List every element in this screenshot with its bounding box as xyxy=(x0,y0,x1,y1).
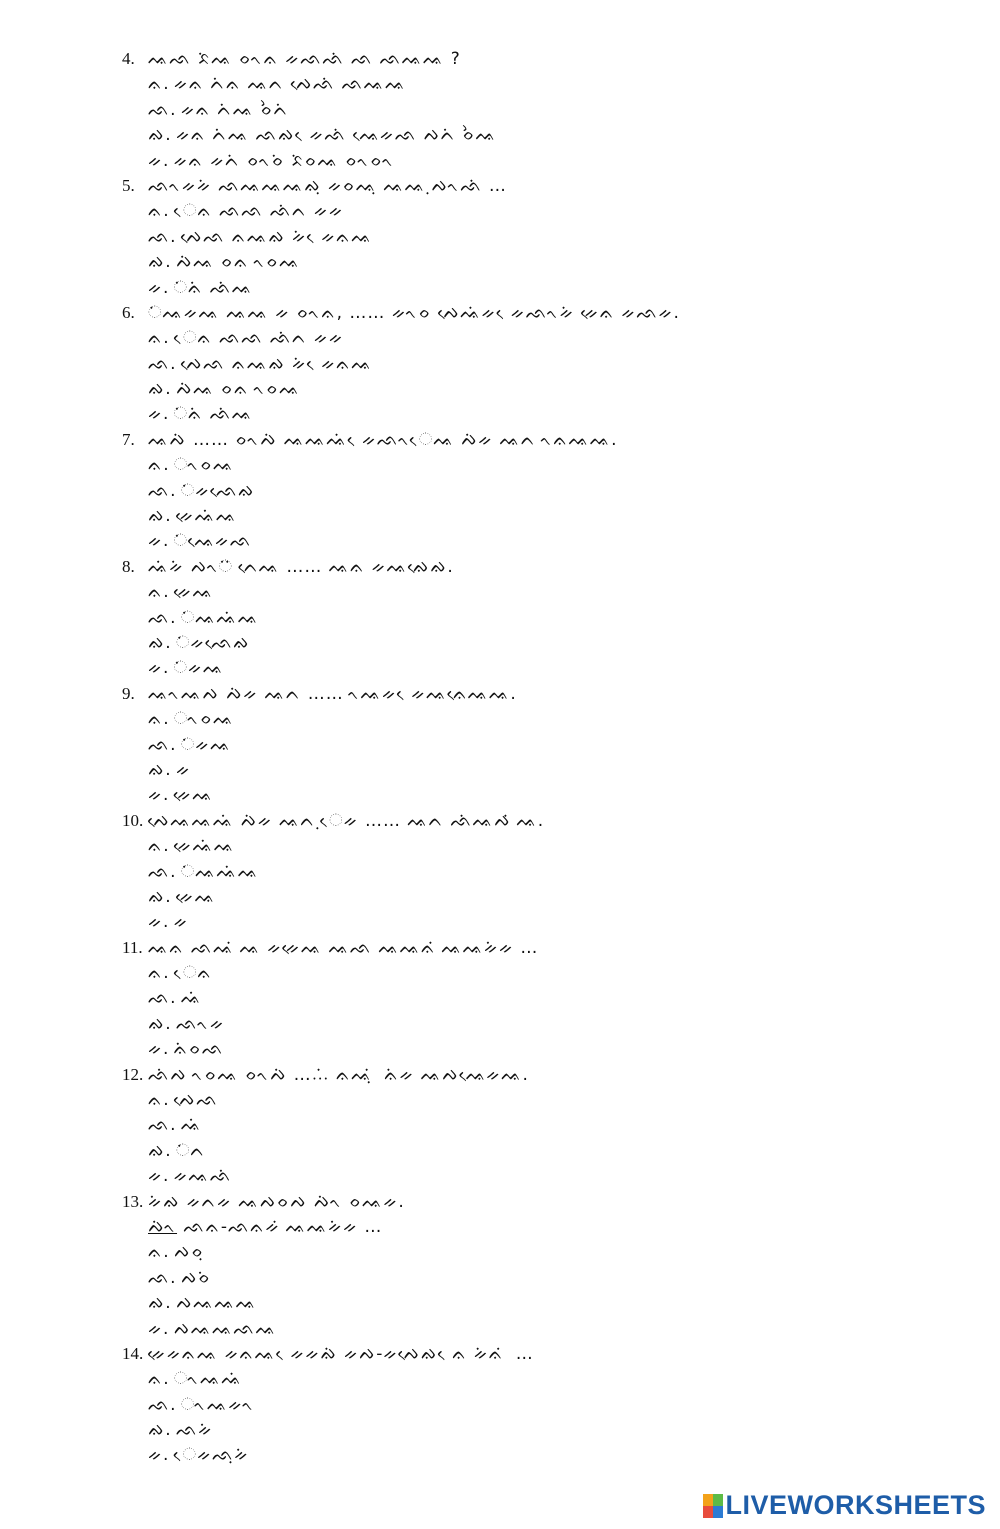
option-text: ᨀᨊ ᨀᨈᨗ ᨔᨚᨔᨗ ᨅᨗᨔᨕ ᨔᨚᨔᨚ xyxy=(173,150,395,171)
option-letter: ᨒ. xyxy=(148,1267,177,1288)
option-letter: ᨊ. xyxy=(148,582,170,603)
answer-option[interactable] xyxy=(122,376,942,401)
question-text: ᨀᨗᨁ ᨀᨈᨀ ᨕᨄᨔᨄ ᨄᨗᨚ ᨔᨕᨀ. xyxy=(148,1191,405,1212)
question-stem xyxy=(122,808,942,833)
option-text: ᨀᨙᨕ xyxy=(173,785,214,806)
answer-option[interactable] xyxy=(122,1417,942,1442)
option-text: ᨄᨙᨒ ᨊᨕᨁ ᨀᨗ ᨙᨀᨊᨕ xyxy=(180,226,373,247)
answer-option[interactable] xyxy=(122,1011,942,1036)
option-text: ᨄᨗᨕ ᨔᨊ ᨚᨔᨕ xyxy=(175,252,301,273)
option-letter: ᨀ. xyxy=(148,277,170,298)
answer-option[interactable] xyxy=(122,706,942,731)
option-letter: ᨁ. xyxy=(148,1293,172,1314)
question-12 xyxy=(122,1062,942,1189)
answer-option[interactable] xyxy=(122,1239,942,1264)
question-number: 8. xyxy=(122,556,135,576)
answer-option[interactable] xyxy=(122,97,942,122)
option-letter: ᨊ. xyxy=(148,1090,170,1111)
option-letter: ᨒ. xyxy=(148,1115,177,1136)
option-text: ᨚᨕᨕᨗ xyxy=(173,1369,243,1390)
option-letter: ᨊ. xyxy=(148,455,170,476)
answer-option[interactable] xyxy=(122,630,942,655)
question-10 xyxy=(122,808,942,935)
option-letter: ᨒ. xyxy=(148,480,177,501)
option-text: ᨚᨔᨕ xyxy=(173,709,235,730)
answer-option[interactable] xyxy=(122,1392,942,1417)
answer-option[interactable] xyxy=(122,1036,942,1061)
option-letter: ᨊ. xyxy=(148,328,170,349)
question-8 xyxy=(122,554,942,681)
option-text: ᨗᨀᨕ xyxy=(180,734,232,755)
option-text: ᨀᨙᨕᨗᨕ xyxy=(175,506,238,527)
question-stem xyxy=(122,427,942,452)
answer-option[interactable] xyxy=(122,1442,942,1467)
option-text: ᨗᨊᨗ ᨒᨗᨕ xyxy=(173,404,254,425)
option-letter: ᨊ. xyxy=(148,201,170,222)
option-text: ᨀᨙᨕ xyxy=(173,582,214,603)
question-number: 12. xyxy=(122,1064,144,1084)
option-letter: ᨁ. xyxy=(148,1013,172,1034)
option-text: ᨄᨗᨕ ᨔᨊ ᨚᨔᨕ xyxy=(175,379,301,400)
option-text: ᨄᨕᨕᨒᨕ xyxy=(173,1318,277,1339)
option-letter: ᨁ. xyxy=(148,759,172,780)
option-letter: ᨁ. xyxy=(148,886,172,907)
question-number: 14. xyxy=(122,1343,144,1363)
option-text: ᨙᨊ xyxy=(173,963,213,984)
question-stem xyxy=(122,300,942,325)
answer-option[interactable] xyxy=(122,1163,942,1188)
question-5 xyxy=(122,173,942,300)
option-text: ᨗᨕᨕᨗᨕ xyxy=(180,861,260,882)
option-letter: ᨒ. xyxy=(148,353,177,374)
option-letter: ᨊ. xyxy=(148,1369,170,1390)
option-text: ᨀ xyxy=(173,912,189,933)
question-text: ᨒᨗᨄ ᨚᨔᨕ ᨔᨚᨄᨗ ……ᨗ ᨊᨕᨘ ᨗ ᨊᨗᨀ ᨕᨄᨕᨙᨀᨕ. xyxy=(148,1064,529,1085)
option-text: ᨄᨕᨕᨕ xyxy=(175,1293,258,1314)
option-letter: ᨀ. xyxy=(148,912,170,933)
option-letter: ᨒ. xyxy=(148,226,177,247)
question-text: ᨒᨚᨀᨀᨗ ᨒᨕᨕᨕᨁᨘ ᨀᨔᨕᨘ ᨕᨕ ᨘᨄᨚᨒᨗ … xyxy=(148,175,507,196)
answer-option[interactable] xyxy=(122,960,942,985)
question-stem xyxy=(122,681,942,706)
question-number: 4. xyxy=(122,49,135,68)
question-stem xyxy=(122,554,942,579)
question-number: 6. xyxy=(122,302,135,322)
question-14 xyxy=(122,1341,942,1468)
answer-option[interactable] xyxy=(122,1316,942,1341)
answer-option[interactable] xyxy=(122,71,942,96)
question-9 xyxy=(122,681,942,808)
option-letter: ᨒ. xyxy=(148,861,177,882)
question-text: ᨕᨚᨕᨄ ᨄᨗᨀ ᨕᨈ …… ᨚᨕᨀ ᨙᨀᨕᨊᨙᨕᨕ. xyxy=(148,683,517,704)
answer-option[interactable] xyxy=(122,909,942,934)
answer-option[interactable] xyxy=(122,351,942,376)
option-letter: ᨒ. xyxy=(148,1394,177,1415)
option-letter: ᨁ. xyxy=(148,1140,172,1161)
option-letter: ᨁ. xyxy=(148,252,172,273)
option-letter: ᨁ. xyxy=(148,632,172,653)
answer-option[interactable] xyxy=(122,757,942,782)
answer-option[interactable] xyxy=(122,884,942,909)
answer-option[interactable] xyxy=(122,1366,942,1391)
answer-option[interactable] xyxy=(122,782,942,807)
question-number: 13. xyxy=(122,1191,144,1211)
option-letter: ᨀ. xyxy=(148,1166,170,1187)
option-letter: ᨀ. xyxy=(148,150,170,171)
option-letter: ᨁ. xyxy=(148,379,172,400)
option-text: ᨒᨀᨗ xyxy=(175,1420,214,1441)
option-letter: ᨀ. xyxy=(148,531,170,552)
option-letter: ᨒ. xyxy=(148,607,177,628)
option-text: ᨙᨊ ᨒᨒ ᨒᨗᨈ ᨀᨀ xyxy=(173,328,344,349)
option-text: ᨗᨀᨒᨙᨁ xyxy=(175,632,251,653)
option-text: ᨀᨙᨕ xyxy=(175,886,216,907)
option-text: ᨗᨕᨕᨗᨕ xyxy=(180,607,260,628)
question-number: 7. xyxy=(122,429,135,449)
question-11 xyxy=(122,935,942,1062)
answer-option[interactable] xyxy=(122,732,942,757)
option-text: ᨄᨙᨒ xyxy=(173,1090,219,1111)
option-text: ᨚᨕᨀᨚ xyxy=(180,1394,255,1415)
question-subline xyxy=(122,1214,942,1239)
option-letter: ᨀ. xyxy=(148,1039,170,1060)
subline-text: ᨒᨊ-ᨒᨊᨀ ᨗᨕᨕᨀᨗᨀ … xyxy=(177,1216,383,1237)
answer-option[interactable] xyxy=(122,985,942,1010)
answer-option[interactable] xyxy=(122,1138,942,1163)
option-letter: ᨁ. xyxy=(148,506,172,527)
answer-option[interactable] xyxy=(122,198,942,223)
answer-option[interactable] xyxy=(122,1290,942,1315)
option-text: ᨗᨕᨙᨀᨒ xyxy=(173,531,253,552)
question-number: 5. xyxy=(122,175,135,195)
option-text: ᨄᨙᨒ ᨊᨕᨁ ᨀᨗ ᨙᨀᨊᨕ xyxy=(180,353,373,374)
option-letter: ᨊ. xyxy=(148,1242,170,1263)
question-stem xyxy=(122,935,942,960)
question-text: ᨕᨗᨀᨗ ᨄᨚᨗ ᨗᨈᨙᨕ …… ᨕᨊ ᨀᨕᨁᨙᨁ. xyxy=(148,556,454,577)
question-stem xyxy=(122,1062,942,1087)
answer-option[interactable] xyxy=(122,478,942,503)
option-text: ᨗᨈ xyxy=(175,1140,206,1161)
logo-tile xyxy=(713,1494,723,1506)
option-text: ᨚᨔᨕ xyxy=(173,455,235,476)
option-letter: ᨊ. xyxy=(148,74,170,95)
option-letter: ᨒ. xyxy=(148,734,177,755)
answer-option[interactable] xyxy=(122,122,942,147)
question-text: ᨄᨙᨕᨕᨕᨗ ᨄᨗᨀ ᨕᨈ ᨘᨙᨀ …… ᨕᨈ ᨒᨗᨕᨄ ᨗᨕ. xyxy=(148,810,545,831)
logo-tile xyxy=(703,1506,713,1518)
option-letter: ᨊ. xyxy=(148,963,170,984)
answer-option[interactable] xyxy=(122,148,942,173)
answer-option[interactable] xyxy=(122,655,942,680)
answer-option[interactable] xyxy=(122,859,942,884)
question-list xyxy=(122,46,942,1468)
option-text: ᨄᨔᨗ xyxy=(180,1267,212,1288)
answer-option[interactable] xyxy=(122,1112,942,1137)
option-text: ᨗᨊᨗ ᨒᨗᨕ xyxy=(173,277,254,298)
option-text: ᨕᨗ xyxy=(180,1115,203,1136)
question-text: ᨗᨕᨀᨕ ᨕᨕ ᨀ ᨔᨚᨊ, …… ᨀᨚᨔ ᨄᨙᨕᨗᨀ ᨙᨀᨒᨚᨀᨗ ᨀᨙᨊ ᨀᨒᨀ. xyxy=(148,302,680,323)
option-text: ᨙᨀᨒᨘᨀᨗ xyxy=(173,1445,250,1466)
logo-tile xyxy=(703,1494,713,1506)
answer-option[interactable] xyxy=(122,1087,942,1112)
option-text: ᨀᨊ ᨈᨗᨕ ᨔᨛᨈᨗ xyxy=(180,99,290,120)
option-letter: ᨒ. xyxy=(148,988,177,1009)
answer-option[interactable] xyxy=(122,452,942,477)
question-text: ᨕᨒ ᨅᨗᨕ ᨔᨚᨊ ᨀᨒᨒᨗ ᨒ ᨒᨕᨕ ? xyxy=(148,49,461,69)
option-letter: ᨒ. xyxy=(148,99,177,120)
answer-option[interactable] xyxy=(122,605,942,630)
option-letter: ᨀ. xyxy=(148,1445,170,1466)
question-text: ᨕᨊ ᨒᨕ ᨗᨕ ᨀᨀᨙᨕ ᨕᨒ ᨕᨕᨊ ᨗᨕᨕᨀᨗᨀ … xyxy=(148,937,539,958)
answer-option[interactable] xyxy=(122,401,942,426)
answer-option[interactable] xyxy=(122,224,942,249)
answer-option[interactable] xyxy=(122,275,942,300)
answer-option[interactable] xyxy=(122,579,942,604)
answer-option[interactable] xyxy=(122,325,942,350)
option-text: ᨀᨙᨕᨗᨕ xyxy=(173,836,236,857)
option-letter: ᨊ. xyxy=(148,709,170,730)
question-stem xyxy=(122,173,942,198)
option-text: ᨄᨔᨘ xyxy=(173,1242,205,1263)
question-4 xyxy=(122,46,942,173)
liveworksheets-logo xyxy=(703,1490,986,1521)
answer-option[interactable] xyxy=(122,503,942,528)
answer-option[interactable] xyxy=(122,528,942,553)
option-text: ᨕᨗ xyxy=(180,988,203,1009)
option-letter: ᨀ. xyxy=(148,1318,170,1339)
option-text: ᨊᨗᨔᨒ xyxy=(173,1039,225,1060)
option-letter: ᨀ. xyxy=(148,404,170,425)
underlined-word: ᨄᨗᨚ xyxy=(148,1216,178,1237)
option-text: ᨗᨀᨒᨙᨁ xyxy=(180,480,256,501)
question-number: 10. xyxy=(122,810,144,830)
question-number: 9. xyxy=(122,683,135,703)
option-text: ᨗᨀᨕ xyxy=(173,658,225,679)
option-letter: ᨁ. xyxy=(148,125,172,146)
option-letter: ᨁ. xyxy=(148,1420,172,1441)
question-stem xyxy=(122,46,942,71)
option-text: ᨀᨊ ᨈᨗᨕ ᨒᨁ ᨙᨀᨒᨗ ᨕᨙᨀᨒ ᨄᨈᨗ ᨔᨛᨕ xyxy=(175,125,497,146)
answer-option[interactable] xyxy=(122,249,942,274)
question-6 xyxy=(122,300,942,427)
question-stem xyxy=(122,1341,942,1366)
answer-option[interactable] xyxy=(122,833,942,858)
option-text: ᨀᨕᨒᨗ xyxy=(173,1166,232,1187)
option-text: ᨀᨊ ᨈᨗᨊ ᨕᨈ ᨄᨙᨒᨗ ᨒᨕᨕ xyxy=(173,74,407,95)
option-text: ᨀ xyxy=(175,759,191,780)
answer-option[interactable] xyxy=(122,1265,942,1290)
logo-badge-icon xyxy=(703,1494,723,1518)
option-letter: ᨀ. xyxy=(148,785,170,806)
logo-tile xyxy=(713,1506,723,1518)
option-text: ᨙᨊ ᨒᨒ ᨒᨗᨈ ᨀᨀ xyxy=(173,201,344,222)
question-text: ᨕᨄᨗ …… ᨔᨚᨄᨗ ᨕᨕᨕᨗ ᨙᨀᨒᨚᨙᨕ ᨄᨗᨀ ᨕᨈ ᨚᨊᨕᨕ. xyxy=(148,429,618,450)
question-13 xyxy=(122,1189,942,1341)
logo-text: LIVEWORKSHEETS xyxy=(725,1490,986,1520)
option-letter: ᨊ. xyxy=(148,836,170,857)
question-text: ᨀᨙᨀᨊᨕ ᨀᨊᨕ ᨙᨀᨀᨁᨗ ᨀᨄ-ᨀᨄᨙᨁ ᨙᨊ ᨀᨗᨊ ᨗ … xyxy=(148,1343,534,1364)
question-stem xyxy=(122,1189,942,1214)
option-letter: ᨀ. xyxy=(148,658,170,679)
option-text: ᨒᨚᨀ xyxy=(175,1013,225,1034)
question-7 xyxy=(122,427,942,554)
question-number: 11. xyxy=(122,937,143,957)
